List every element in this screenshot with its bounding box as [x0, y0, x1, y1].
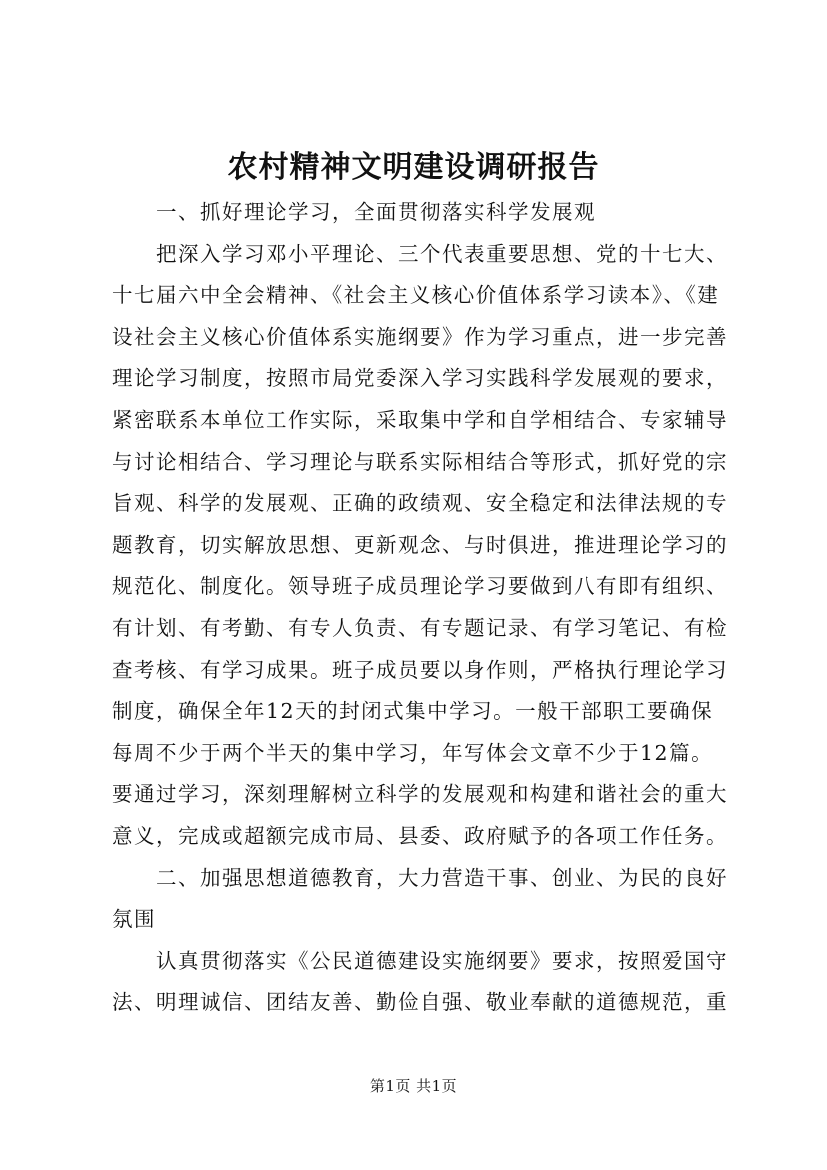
paragraph-line: 紧密联系本单位工作实际，采取集中学和自学相结合、专家辅导 [112, 407, 728, 432]
paragraph-line: 与讨论相结合、学习理论与联系实际相结合等形式，抓好党的宗 [112, 449, 728, 474]
paragraph-line: 规范化、制度化。领导班子成员理论学习要做到八有即有组织、 [112, 574, 728, 599]
paragraph-line: 认真贯彻落实《公民道德建设实施纲要》要求，按照爱国守 [156, 948, 728, 973]
paragraph-line: 设社会主义核心价值体系实施纲要》作为学习重点，进一步完善 [112, 324, 728, 349]
paragraph-line: 理论学习制度，按照市局党委深入学习实践科学发展观的要求， [112, 366, 728, 391]
paragraph-line: 题教育，切实解放思想、更新观念、与时俱进，推进理论学习的 [112, 532, 728, 557]
paragraph-line: 制度，确保全年12天的封闭式集中学习。一般干部职工要确保 [112, 699, 714, 724]
paragraph-line: 要通过学习，深刻理解树立科学的发展观和构建和谐社会的重大 [112, 782, 728, 807]
paragraph-line: 每周不少于两个半天的集中学习，年写体会文章不少于12篇。 [112, 740, 714, 765]
section-heading-1: 一、抓好理论学习，全面贯彻落实科学发展观 [156, 200, 596, 224]
paragraph-line: 法、明理诚信、团结友善、勤俭自强、敬业奉献的道德规范，重 [112, 990, 728, 1015]
section-heading-2-continued: 氛围 [112, 907, 156, 932]
paragraph-line: 意义，完成或超额完成市局、县委、政府赋予的各项工作任务。 [112, 823, 728, 848]
paragraph-line: 十七届六中全会精神、《社会主义核心价值体系学习读本》、《建 [112, 283, 720, 308]
section-heading-2: 二、加强思想道德教育，大力营造干事、创业、为民的良好 [156, 865, 728, 890]
paragraph-line: 把深入学习邓小平理论、三个代表重要思想、党的十七大、 [156, 241, 728, 266]
document-title: 农村精神文明建设调研报告 [227, 150, 600, 185]
page-number-footer: 第1页 共1页 [369, 1077, 458, 1095]
paragraph-line: 有计划、有考勤、有专人负责、有专题记录、有学习笔记、有检 [112, 615, 728, 640]
document-body [112, 192, 732, 1024]
paragraph-line: 旨观、科学的发展观、正确的政绩观、安全稳定和法律法规的专 [112, 491, 728, 516]
paragraph-line: 查考核、有学习成果。班子成员要以身作则，严格执行理论学习 [112, 657, 728, 682]
